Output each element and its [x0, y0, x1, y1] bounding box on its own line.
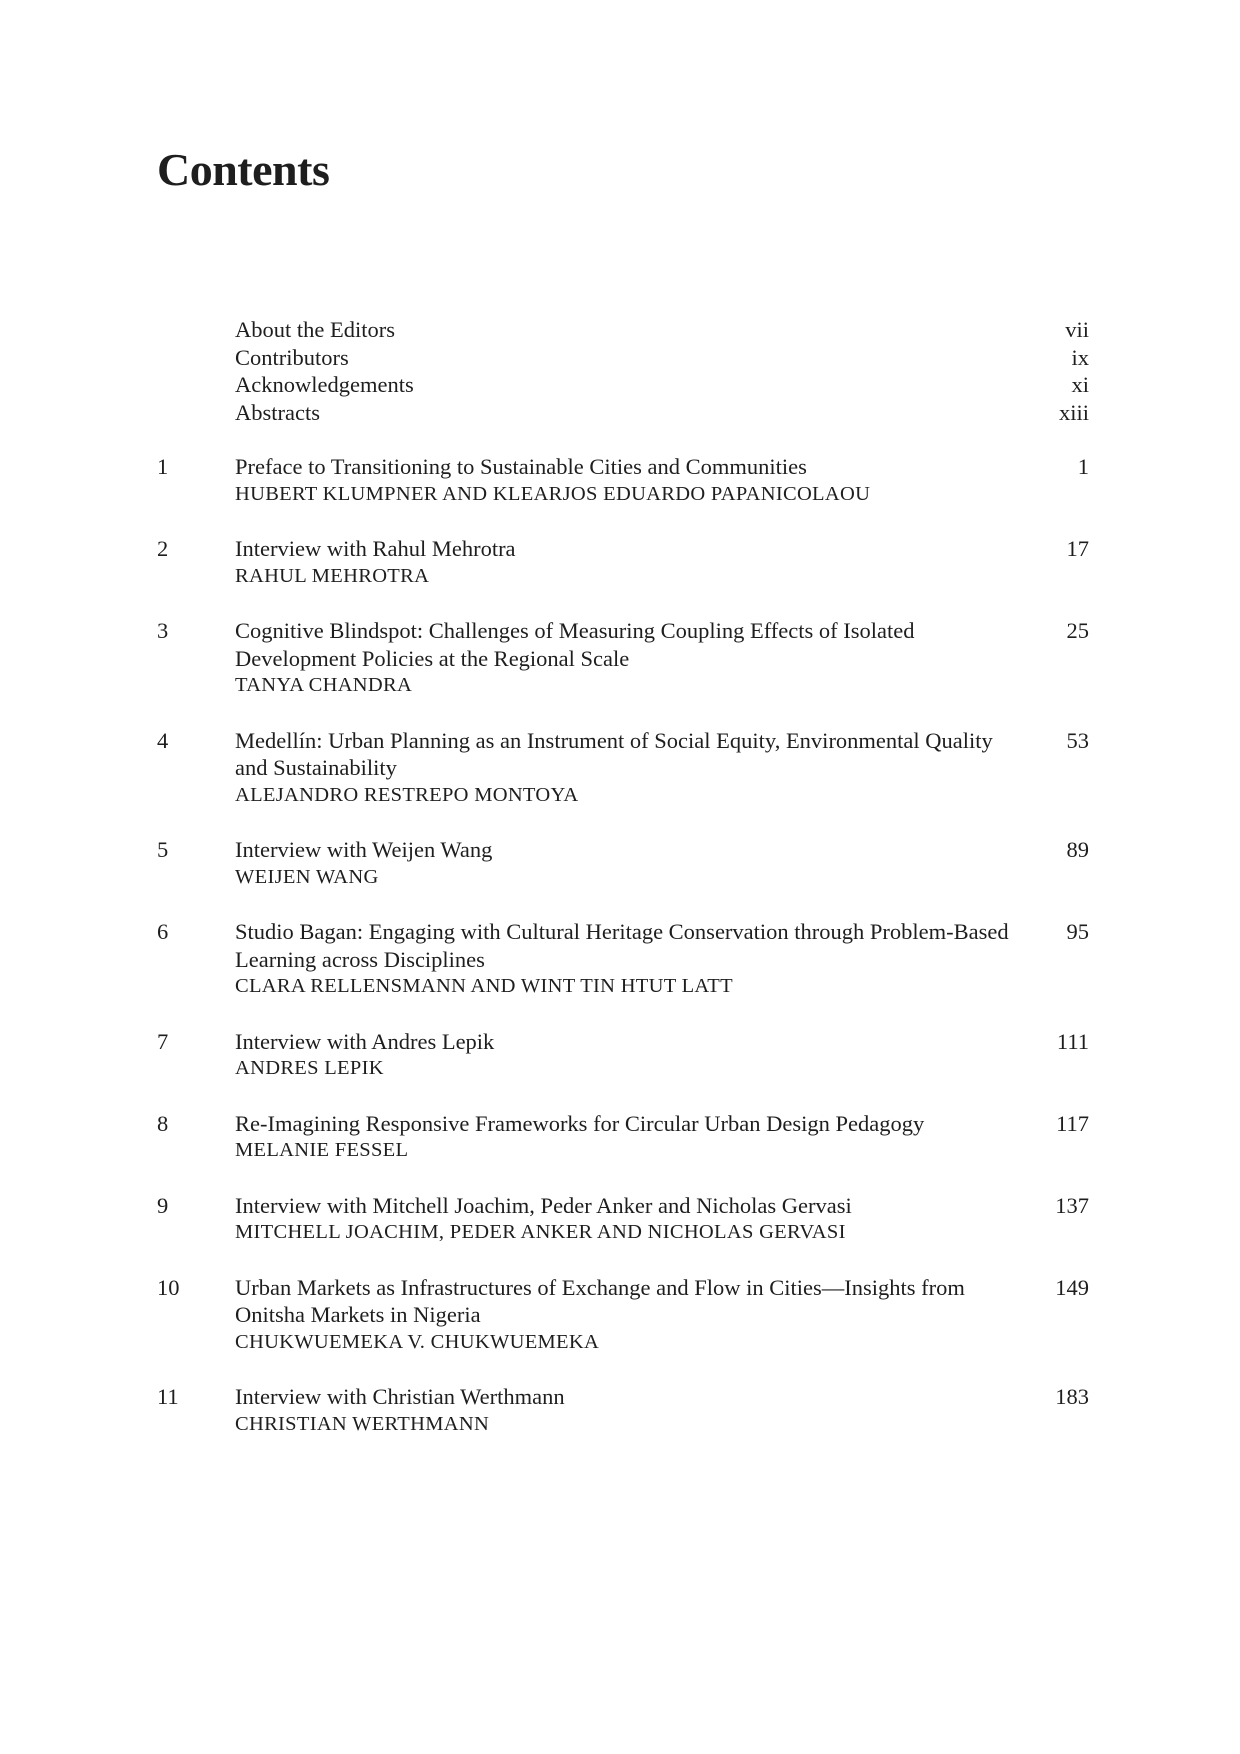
toc-page-number: 149 — [1055, 1274, 1089, 1300]
chapter-author: HUBERT KLUMPNER AND KLEARJOS EDUARDO PAPANICOLAOU — [235, 482, 871, 505]
toc-page-number: 137 — [1055, 1192, 1089, 1218]
chapter-body — [235, 535, 1009, 590]
chapter-number: 6 — [157, 919, 169, 944]
toc-page-number: vii — [1065, 317, 1089, 342]
chapter-title: Cognitive Blindspot: Challenges of Measuring Coupling Effects of Isolated Development Policies at the Regional Scale — [235, 618, 915, 671]
chapter-body — [235, 617, 1009, 700]
toc-page-number: 1 — [1077, 454, 1089, 479]
chapter-title: Interview with Mitchell Joachim, Peder Anker and Nicholas Gervasi — [235, 1192, 852, 1218]
toc-chapter-1[interactable] — [157, 453, 1089, 508]
chapter-title: Interview with Andres Lepik — [235, 1028, 495, 1054]
chapter-body — [235, 1383, 1009, 1438]
chapter-number: 7 — [157, 1028, 169, 1054]
chapter-number: 9 — [157, 1192, 169, 1218]
toc-entry-contributors[interactable] — [157, 344, 1089, 372]
toc-chapter-5[interactable] — [157, 836, 1089, 891]
chapter-body — [235, 1192, 1009, 1247]
chapter-title: Interview with Christian Werthmann — [235, 1384, 565, 1409]
toc-page-number: 117 — [1056, 1110, 1089, 1136]
toc-page-number: 89 — [1066, 837, 1089, 862]
chapter-author: MITCHELL JOACHIM, PEDER ANKER AND NICHOLAS GERVASI — [235, 1221, 846, 1243]
toc-page-number: 95 — [1066, 919, 1089, 944]
chapter-body — [235, 836, 1009, 891]
front-matter-list — [157, 316, 1089, 426]
chapter-number: 8 — [157, 1110, 169, 1136]
toc-page-number: 111 — [1056, 1028, 1089, 1054]
chapter-author: TANYA CHANDRA — [235, 674, 413, 696]
chapter-number: 11 — [157, 1384, 179, 1409]
chapter-author: ALEJANDRO RESTREPO MONTOYA — [235, 783, 579, 806]
toc-chapter-10[interactable] — [157, 1274, 1089, 1357]
toc-chapter-2[interactable] — [157, 535, 1089, 590]
chapter-body — [235, 1110, 1009, 1165]
toc-chapter-9[interactable] — [157, 1192, 1089, 1247]
chapter-body — [235, 1274, 1009, 1357]
chapter-body — [235, 918, 1009, 1001]
chapter-number: 10 — [157, 1274, 180, 1300]
chapter-author: WEIJEN WANG — [235, 865, 379, 888]
toc-page-number: 53 — [1066, 727, 1089, 753]
toc-chapter-7[interactable] — [157, 1028, 1089, 1083]
toc-page-number: 25 — [1066, 618, 1089, 643]
toc-entry-about-editors[interactable] — [157, 316, 1089, 344]
toc-entry-title: Acknowledgements — [235, 372, 414, 397]
chapter-body — [235, 453, 1009, 508]
chapter-number: 3 — [157, 618, 169, 643]
chapter-author: ANDRES LEPIK — [235, 1057, 384, 1079]
chapter-body — [235, 1028, 1009, 1083]
toc-chapter-11[interactable] — [157, 1383, 1089, 1438]
toc-entry-title: Contributors — [235, 344, 349, 370]
toc-page-number: xiii — [1058, 399, 1089, 425]
toc-chapter-4[interactable] — [157, 727, 1089, 810]
chapter-number: 4 — [157, 727, 169, 753]
toc-chapter-6[interactable] — [157, 918, 1089, 1001]
page-title: Contents — [157, 144, 330, 195]
toc-entry-title: Abstracts — [235, 399, 320, 425]
toc-page-number: 183 — [1055, 1384, 1089, 1409]
chapter-author: CHUKWUEMEKA V. CHUKWUEMEKA — [235, 1330, 600, 1353]
chapter-title: Interview with Weijen Wang — [235, 837, 493, 862]
chapter-title: Re-Imagining Responsive Frameworks for Circular Urban Design Pedagogy — [235, 1110, 925, 1136]
chapter-author: CHRISTIAN WERTHMANN — [235, 1412, 490, 1435]
table-of-contents — [157, 316, 1089, 1465]
toc-page-number: ix — [1071, 344, 1089, 370]
toc-chapter-3[interactable] — [157, 617, 1089, 700]
chapter-number: 5 — [157, 837, 169, 862]
toc-entry-acknowledgements[interactable] — [157, 371, 1089, 399]
chapter-author: RAHUL MEHROTRA — [235, 564, 430, 587]
chapter-author: MELANIE FESSEL — [235, 1139, 409, 1161]
chapter-number: 2 — [157, 536, 169, 561]
toc-entry-title: About the Editors — [235, 317, 395, 342]
chapter-title: Urban Markets as Infrastructures of Exchange and Flow in Cities—Insights from Onitsha Markets in Nigeria — [235, 1274, 965, 1327]
chapter-title: Preface to Transitioning to Sustainable Cities and Communities — [235, 454, 807, 479]
chapter-body — [235, 727, 1009, 810]
toc-page-number: 17 — [1066, 536, 1089, 561]
chapter-number: 1 — [157, 454, 169, 479]
chapter-title: Studio Bagan: Engaging with Cultural Heritage Conservation through Problem-Based Learning across Disciplines — [235, 919, 1009, 972]
chapter-author: CLARA RELLENSMANN AND WINT TIN HTUT LATT — [235, 975, 733, 997]
chapter-title: Medellín: Urban Planning as an Instrument of Social Equity, Environmental Quality and Sustainability — [235, 727, 993, 780]
toc-page-number: xi — [1071, 372, 1089, 397]
toc-chapter-8[interactable] — [157, 1110, 1089, 1165]
toc-entry-abstracts[interactable] — [157, 399, 1089, 427]
chapter-title: Interview with Rahul Mehrotra — [235, 536, 516, 561]
